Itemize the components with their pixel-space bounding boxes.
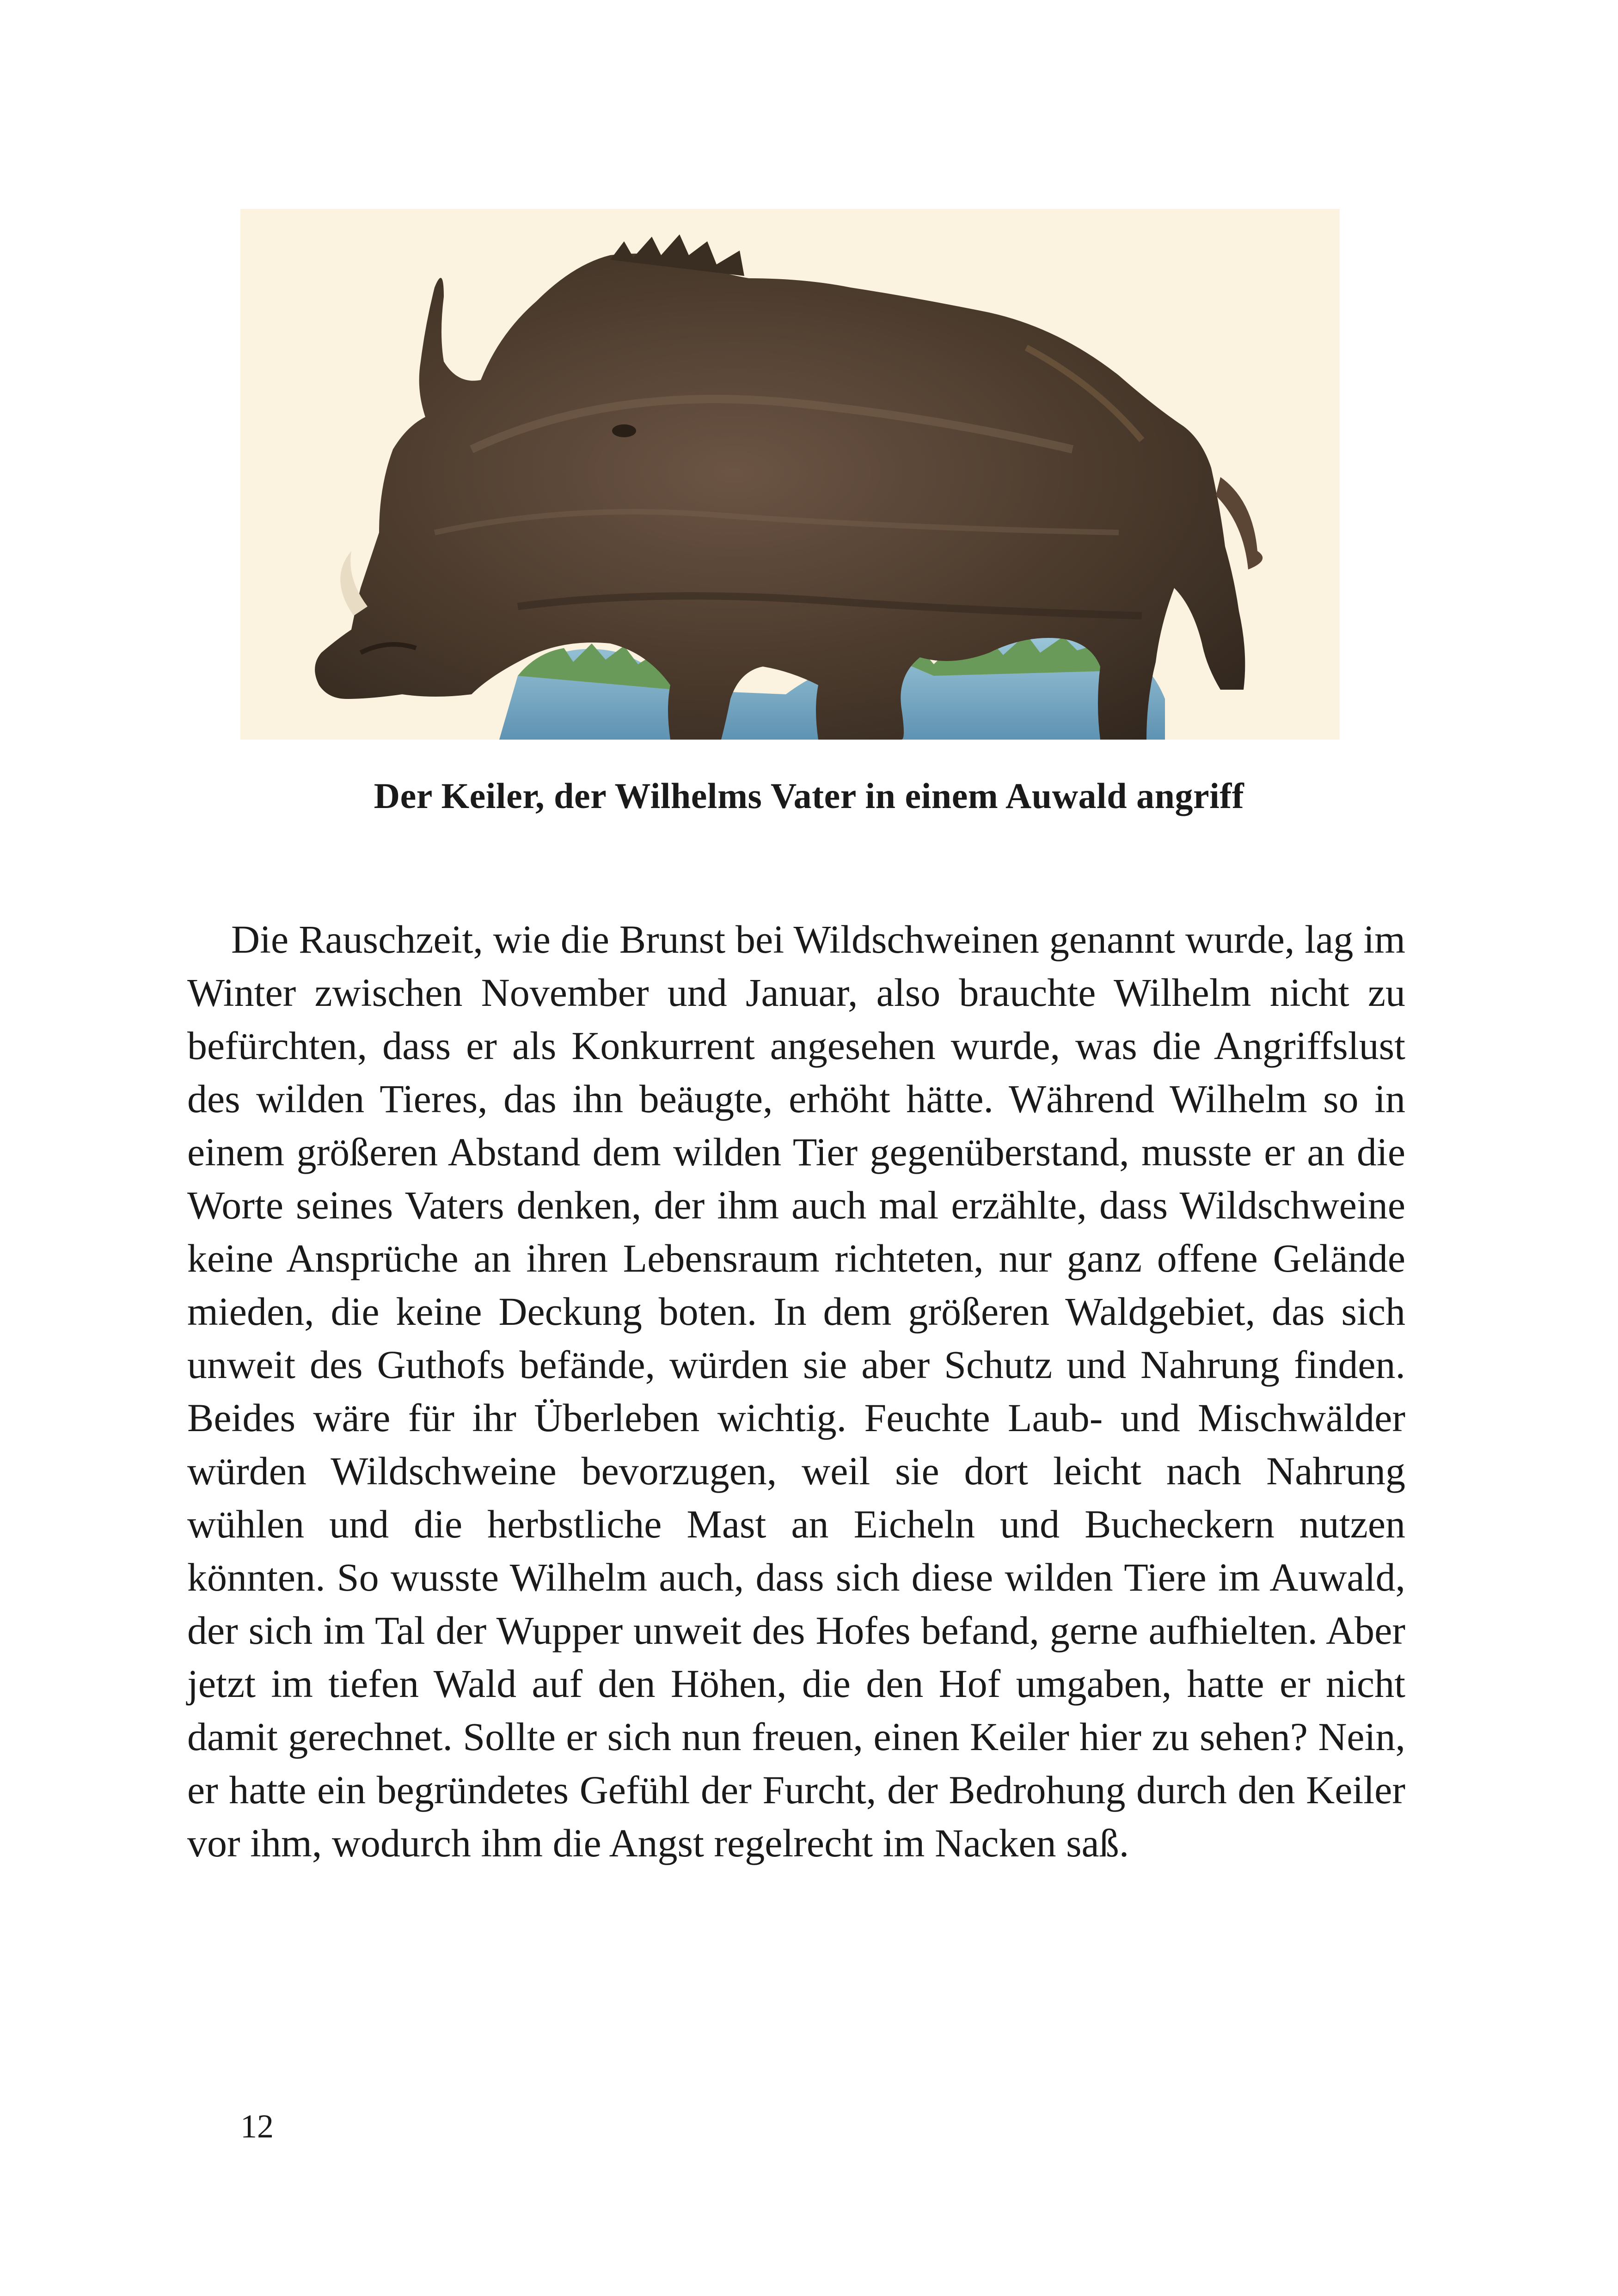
figure-caption: Der Keiler, der Wilhelms Vater in einem Auwald angriff [374, 776, 1244, 816]
body-paragraph: Die Rauschzeit, wie die Brunst bei Wildschweinen genannt wurde, lag im Winter zwischen November und Januar, also brauchte Wilhelm nicht zu befürchten, dass er als Konkurrent angesehen wurde, was die Angriffslust des wilden Tieres, das ihn beäugte, erhöht hätte. Während Wilhelm so in einem größeren Abstand dem wilden Tier gegenüberstand, musste er an die Worte seines Vaters denken, der ihm auch mal erzählte, dass Wildschweine keine Ansprüche an ihren Lebensraum richteten, nur ganz offene Gelände mieden, die keine Deckung boten. In dem größeren Waldgebiet, das sich unweit des Guthofs befände, würden sie aber Schutz und Nahrung finden. Beides wäre für ihr Überleben wichtig. Feuchte Laub- und Mischwälder würden Wildschweine bevorzugen, weil sie dort leicht nach Nahrung wühlen und die herbstliche Mast an Eicheln und Bucheckern nutzen könnten. So wusste Wilhelm auch, dass sich diese wilden Tiere im Auwald, der sich im Tal der Wupper unweit des Hofes befand, gerne aufhielten. Aber jetzt im tiefen Wald auf den Höhen, die den Hof umgaben, hatte er nicht damit gerechnet. Sollte er sich nun freuen, einen Keiler hier zu sehen? Nein, er hatte ein begründetes Gefühl der Furcht, der Bedrohung durch den Keiler vor ihm, wodurch ihm die Angst regelrecht im Nacken saß. [187, 917, 1405, 1865]
body-text [187, 913, 1405, 1870]
boar-illustration [240, 209, 1340, 740]
wild-boar-icon [240, 209, 1340, 740]
page-number: 12 [240, 2108, 274, 2145]
